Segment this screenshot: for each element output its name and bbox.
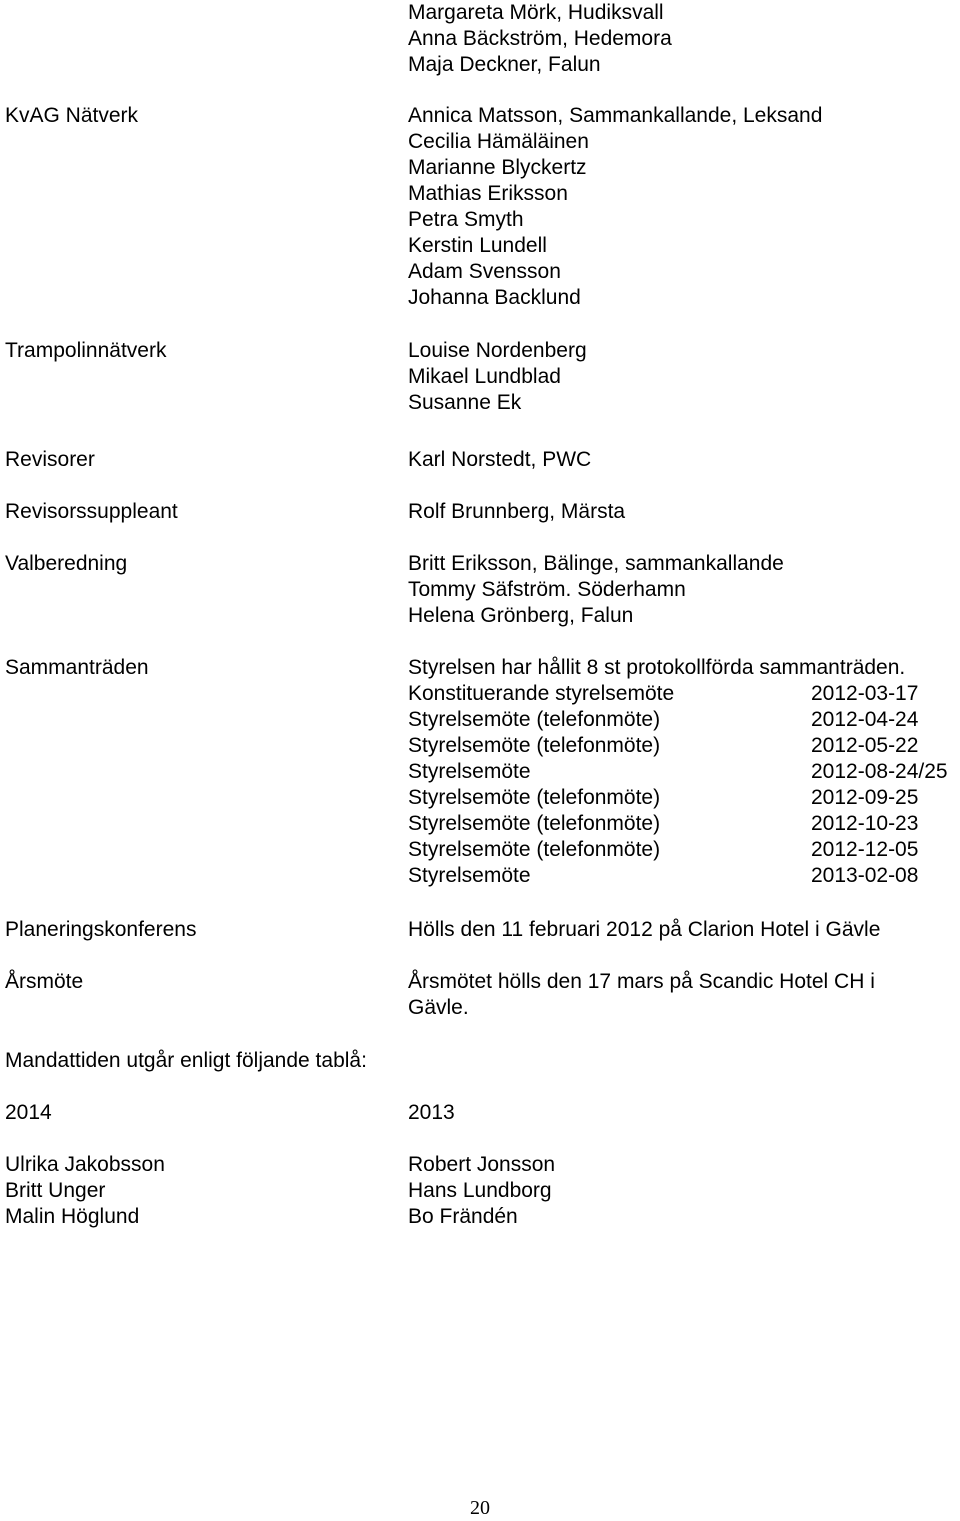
meeting-date: 2013-02-08 xyxy=(811,864,919,887)
member-name: Helena Grönberg, Falun xyxy=(408,604,634,627)
revisorer-value: Karl Norstedt, PWC xyxy=(408,448,592,471)
meeting-type: Styrelsemöte (telefonmöte) xyxy=(408,708,661,731)
meeting-type: Styrelsemöte (telefonmöte) xyxy=(408,734,661,757)
meeting-date: 2012-10-23 xyxy=(811,812,919,835)
member-name: Tommy Säfström. Söderhamn xyxy=(408,578,686,601)
member-name: Annica Matsson, Sammankallande, Leksand xyxy=(408,104,823,127)
previous-section-members xyxy=(408,0,672,78)
member-name: Britt Eriksson, Bälinge, sammankallande xyxy=(408,552,784,575)
arsmote-value xyxy=(408,969,875,1021)
member-name: Maja Deckner, Falun xyxy=(408,53,601,76)
member-name: Malin Höglund xyxy=(5,1205,140,1228)
meeting-date: 2012-12-05 xyxy=(811,838,919,861)
page-number: 20 xyxy=(470,1497,490,1519)
arsmote-line: Årsmötet hölls den 17 mars på Scandic Hotel CH i xyxy=(408,970,875,993)
kvag-label: KvAG Nätverk xyxy=(5,104,139,127)
member-name: Bo Frändén xyxy=(408,1205,518,1228)
meeting-row xyxy=(408,707,960,733)
kvag-members xyxy=(408,103,822,311)
meeting-type: Konstituerande styrelsemöte xyxy=(408,682,675,705)
valberedning-members xyxy=(408,551,784,629)
meeting-type: Styrelsemöte xyxy=(408,864,531,887)
meeting-row xyxy=(408,733,960,759)
revisorssuppleant-label: Revisorssuppleant xyxy=(5,500,178,523)
meeting-row xyxy=(408,863,960,889)
arsmote-label: Årsmöte xyxy=(5,970,84,993)
meeting-date: 2012-03-17 xyxy=(811,682,919,705)
member-name: Marianne Blyckertz xyxy=(408,156,587,179)
member-name: Ulrika Jakobsson xyxy=(5,1153,165,1176)
mandat-year-2013: 2013 xyxy=(408,1101,455,1124)
member-name: Kerstin Lundell xyxy=(408,234,547,257)
meeting-date: 2012-08-24/25 xyxy=(811,760,948,783)
arsmote-line: Gävle. xyxy=(408,996,469,1019)
member-name: Petra Smyth xyxy=(408,208,524,231)
member-name: Britt Unger xyxy=(5,1179,106,1202)
mandat-heading: Mandattiden utgår enligt följande tablå: xyxy=(5,1049,367,1072)
trampolin-label: Trampolinnätverk xyxy=(5,339,167,362)
planeringskonferens-label: Planeringskonferens xyxy=(5,918,197,941)
member-name: Margareta Mörk, Hudiksvall xyxy=(408,1,664,24)
member-name: Cecilia Hämäläinen xyxy=(408,130,589,153)
revisorer-label: Revisorer xyxy=(5,448,95,471)
member-name: Mikael Lundblad xyxy=(408,365,561,388)
member-name: Susanne Ek xyxy=(408,391,522,414)
meetings-block xyxy=(408,655,960,889)
mandat-col1-names xyxy=(5,1152,165,1230)
member-name: Mathias Eriksson xyxy=(408,182,568,205)
meeting-type: Styrelsemöte (telefonmöte) xyxy=(408,812,661,835)
member-name: Johanna Backlund xyxy=(408,286,581,309)
member-name: Anna Bäckström, Hedemora xyxy=(408,27,672,50)
valberedning-label: Valberedning xyxy=(5,552,128,575)
sammantraden-label: Sammanträden xyxy=(5,656,149,679)
meeting-row xyxy=(408,785,960,811)
meeting-date: 2012-05-22 xyxy=(811,734,919,757)
meeting-row xyxy=(408,759,960,785)
meeting-type: Styrelsemöte (telefonmöte) xyxy=(408,786,661,809)
meeting-date: 2012-04-24 xyxy=(811,708,919,731)
member-name: Louise Nordenberg xyxy=(408,339,587,362)
meeting-type: Styrelsemöte xyxy=(408,760,531,783)
mandat-year-2014: 2014 xyxy=(5,1101,52,1124)
meeting-type: Styrelsemöte (telefonmöte) xyxy=(408,838,661,861)
meeting-date: 2012-09-25 xyxy=(811,786,919,809)
meeting-row xyxy=(408,681,960,707)
revisorssuppleant-value: Rolf Brunnberg, Märsta xyxy=(408,500,626,523)
meeting-row xyxy=(408,811,960,837)
member-name: Robert Jonsson xyxy=(408,1153,556,1176)
trampolin-members xyxy=(408,338,587,416)
member-name: Adam Svensson xyxy=(408,260,561,283)
planeringskonferens-value: Hölls den 11 februari 2012 på Clarion Hotel i Gävle xyxy=(408,918,881,941)
member-name: Hans Lundborg xyxy=(408,1179,552,1202)
mandat-col2-names xyxy=(408,1152,555,1230)
meeting-row xyxy=(408,837,960,863)
meetings-intro: Styrelsen har hållit 8 st protokollförda sammanträden. xyxy=(408,656,906,679)
